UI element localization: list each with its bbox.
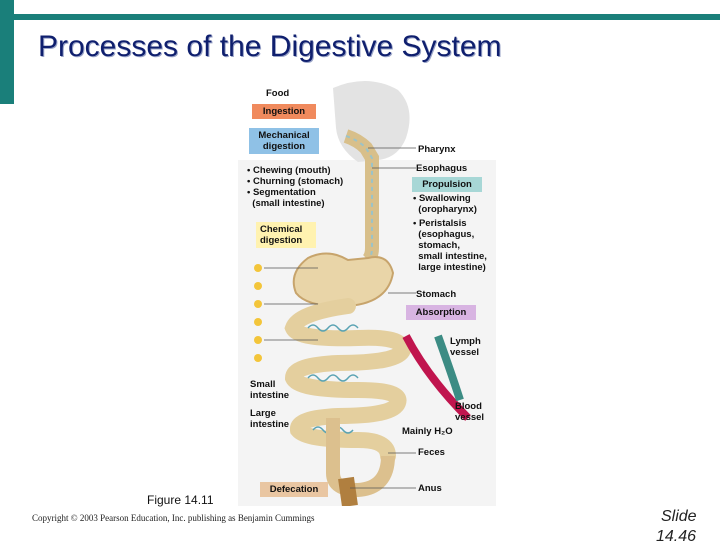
food-label: Food bbox=[266, 88, 290, 99]
stomach-label: Stomach bbox=[416, 289, 457, 300]
mainly-h2o-label: Mainly H₂O bbox=[402, 426, 453, 437]
defecation-box: Defecation bbox=[260, 482, 328, 497]
lymph-vessel-label: Lymph vessel bbox=[450, 336, 481, 358]
slide-title: Processes of the Digestive System bbox=[38, 30, 502, 63]
pharynx-label: Pharynx bbox=[418, 144, 456, 155]
theme-bar-top bbox=[14, 14, 720, 20]
figure-caption: Figure 14.11 bbox=[147, 493, 214, 507]
slide-number: 14.46 bbox=[656, 528, 697, 545]
feces-label: Feces bbox=[418, 447, 445, 458]
mechanical-digestion-box: Mechanical digestion bbox=[249, 128, 319, 154]
esophagus-label: Esophagus bbox=[416, 163, 468, 174]
anus-label: Anus bbox=[418, 483, 442, 494]
mechanical-list: • Chewing (mouth) • Churning (stomach) • Segmentation (small intestine) bbox=[247, 165, 344, 209]
large-intestine-label: Large intestine bbox=[250, 408, 290, 430]
ingestion-box: Ingestion bbox=[252, 104, 316, 119]
rectum-shape bbox=[346, 478, 350, 506]
propulsion-box: Propulsion bbox=[412, 177, 482, 192]
slide-label: Slide bbox=[661, 508, 697, 525]
absorption-box: Absorption bbox=[406, 305, 476, 320]
propulsion-list: • Swallowing (oropharynx) • Peristalsis (esophagus, stomach, small intestine, large intestine) bbox=[413, 193, 487, 273]
theme-bar-left bbox=[0, 0, 14, 104]
chemical-digestion-box: Chemical digestion bbox=[256, 222, 316, 248]
blood-vessel-label: Blood vessel bbox=[455, 401, 485, 423]
copyright-notice: Copyright © 2003 Pearson Education, Inc. publishing as Benjamin Cummings bbox=[32, 513, 315, 523]
small-intestine-label: Small intestine bbox=[250, 379, 290, 401]
